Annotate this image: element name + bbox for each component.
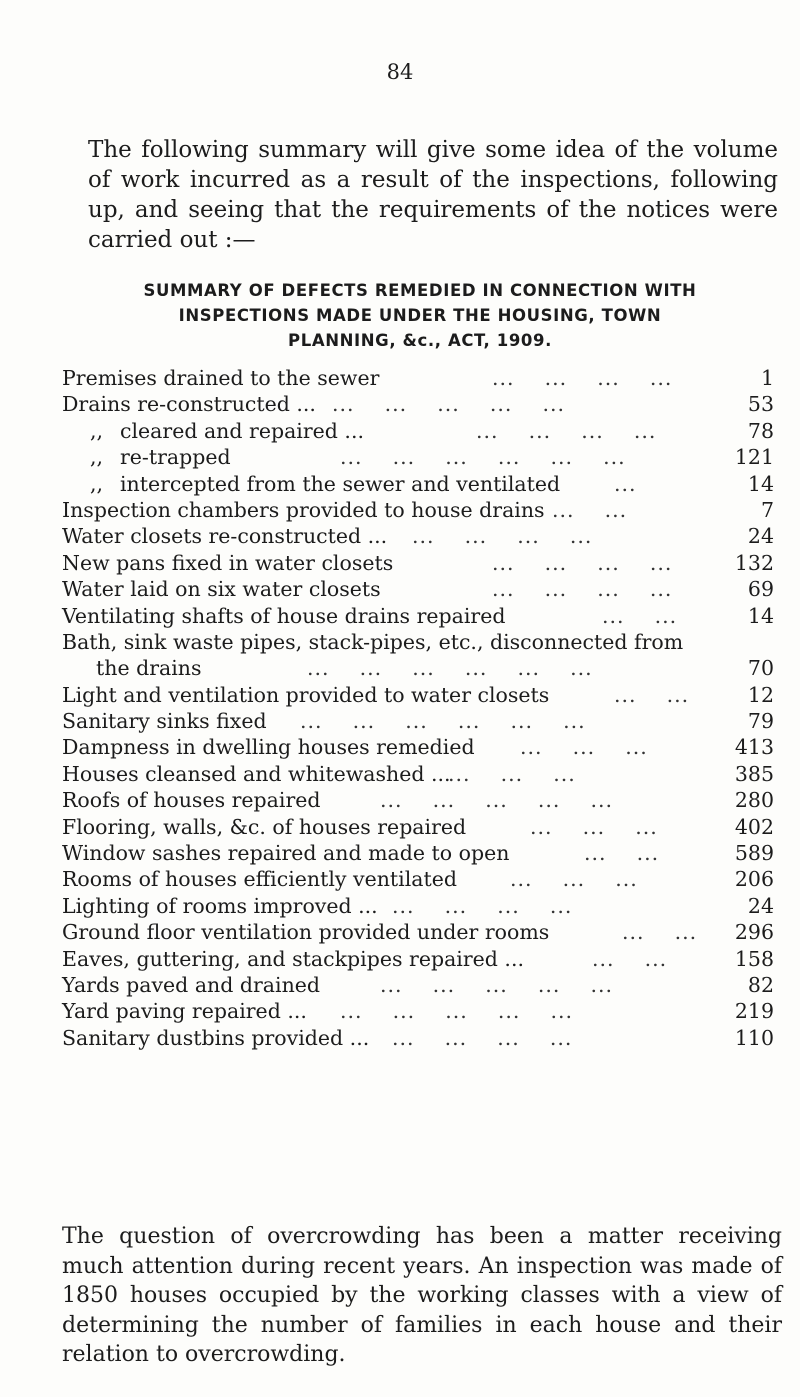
dot-leader: ... ... ... ... [492,577,673,602]
list-item [62,550,774,576]
dot-leader: ... ... ... ... ... [340,999,574,1024]
list-item [62,761,774,787]
list-item [62,708,774,734]
item-text: Water laid on six water closets [62,577,381,602]
intro-paragraph: The following summary will give some idea of the volume of work incurred as a result of the inspections, following up, and seeing that the requirements of the notices were carried out :— [88,137,778,253]
dot-leader: ... ... [584,841,660,866]
item-text: Premises drained to the sewer [62,366,380,390]
list-item [62,919,774,945]
dot-leader: ... ... ... ... [392,1025,573,1050]
item-count: 385 [734,761,774,786]
item-label [62,972,320,998]
item-text: cleared and repaired ... [120,418,364,443]
list-item [62,603,774,629]
item-count: 296 [734,920,774,945]
item-text: Bath, sink waste pipes, stack-pipes, etc., disconnected from [62,629,684,654]
item-count: 14 [747,603,774,628]
item-label [62,1025,369,1051]
dot-leader: ... ... ... ... [412,524,593,549]
item-label [62,603,505,629]
dot-leader: ... ... ... ... ... ... [340,445,626,470]
list-item [62,840,774,866]
dot-leader: ... ... [592,946,668,971]
list-item [62,998,774,1024]
item-text: Roofs of houses repaired [62,788,321,813]
ditto-mark: ,, [90,445,104,470]
item-text: Light and ventilation provided to water closets [62,682,550,707]
list-item [62,946,774,972]
item-text: intercepted from the sewer and ventilated [120,471,561,496]
list-item [62,497,774,523]
list-item [62,523,774,549]
closing-paragraph: The question of overcrowding has been a matter receiving much attention during recent years. An inspection was made of 1850 houses occupied by the working classes with a view of determining the number of families in each house and their relation to overcrowding. [62,1224,782,1367]
item-label [62,814,466,840]
item-text: Yard paving repaired ... [62,999,307,1024]
item-text: Inspection chambers provided to house drains [62,497,545,522]
item-text: Sanitary dustbins provided ... [62,1025,370,1050]
dot-leader: ... ... [602,603,678,628]
item-text: Sanitary sinks fixed [62,709,267,734]
item-text: Eaves, guttering, and stackpipes repaired ... [62,946,524,971]
item-label [62,893,378,919]
list-item [62,893,774,919]
dot-leader: ... ... ... [520,735,648,760]
dot-leader: ... ... ... [530,814,658,839]
item-text: the drains [96,656,202,681]
list-item [62,814,774,840]
heading-line-2: INSPECTIONS MADE UNDER THE HOUSING, TOWN [178,306,662,325]
item-count: 24 [747,524,774,549]
item-label [62,391,316,417]
item-label [62,682,549,708]
item-label [62,708,267,734]
item-label [62,946,524,972]
item-count: 53 [747,392,774,417]
item-label [62,998,307,1024]
dot-leader: ... ... ... ... [492,550,673,575]
list-item [62,365,774,391]
list-item [62,787,774,813]
heading-line-3: PLANNING, &c., ACT, 1909. [288,331,552,350]
item-label [62,761,451,787]
item-count: 79 [747,709,774,734]
item-label [62,576,381,602]
item-text: Ventilating shafts of house drains repaired [62,603,506,628]
list-item [62,391,774,417]
item-count: 589 [734,841,774,866]
list-item [62,972,774,998]
item-text: Ground floor ventilation provided under rooms [62,920,550,945]
dot-leader: ... ... [622,920,698,945]
item-count: 402 [734,814,774,839]
item-count: 206 [734,867,774,892]
item-text: Flooring, walls, &c. of houses repaired [62,814,467,839]
list-item [62,576,774,602]
item-count: 1 [760,366,774,390]
item-count: 7 [760,497,774,522]
item-label [62,866,457,892]
item-label [62,734,475,760]
dot-leader: ... ... ... ... ... [332,392,566,417]
defects-list [62,365,774,1051]
dot-leader: ... [614,471,637,496]
list-item [62,1025,774,1051]
item-label [62,550,393,576]
item-label [62,840,509,866]
item-count: 158 [734,946,774,971]
item-text: re-trapped [120,445,231,470]
item-count: 413 [734,735,774,760]
dot-leader: ... ... ... ... ... [380,788,614,813]
list-item [62,629,774,655]
item-count: 280 [734,788,774,813]
dot-leader: ... ... ... ... [476,418,657,443]
dot-leader: ... ... ... ... [492,366,673,390]
item-label [62,365,379,391]
heading-line-1: SUMMARY OF DEFECTS REMEDIED IN CONNECTION WITH [143,281,697,300]
item-label [96,655,202,681]
item-count: 69 [747,577,774,602]
page-number: 84 [386,60,414,84]
list-item [62,682,774,708]
item-text: Water closets re-constructed ... [62,524,388,549]
list-item [62,866,774,892]
item-count: 12 [747,682,774,707]
dot-leader: ... ... ... ... [392,893,573,918]
item-text: Lighting of rooms improved ... [62,893,378,918]
summary-heading [110,278,730,353]
item-count: 110 [734,1025,774,1050]
item-count: 14 [747,471,774,496]
ditto-mark: ,, [90,471,104,496]
item-text: Drains re-constructed ... [62,392,316,417]
item-label [90,418,364,444]
dot-leader: ... ... ... ... ... ... [300,709,586,734]
dot-leader: ... ... ... [448,761,576,786]
item-label [90,471,560,497]
item-count: 70 [747,656,774,681]
dot-leader: ... ... [552,497,628,522]
ditto-mark: ,, [90,418,104,443]
item-label [62,497,545,523]
item-count: 82 [747,972,774,997]
item-text: Rooms of houses efficiently ventilated [62,867,457,892]
list-item [62,471,774,497]
item-label [90,444,231,470]
item-label [62,629,683,655]
dot-leader: ... ... ... ... ... ... [307,656,593,681]
item-count: 121 [734,445,774,470]
item-text: Houses cleansed and whitewashed ... [62,761,451,786]
list-item [62,444,774,470]
item-text: Yards paved and drained [62,972,321,997]
item-count: 78 [747,418,774,443]
item-label [62,919,549,945]
dot-leader: ... ... ... [510,867,638,892]
item-label [62,787,321,813]
list-item [62,655,774,681]
dot-leader: ... ... ... ... ... [380,972,614,997]
dot-leader: ... ... [614,682,690,707]
item-count: 132 [734,550,774,575]
list-item [62,734,774,760]
item-text: New pans fixed in water closets [62,550,394,575]
item-text: Dampness in dwelling houses remedied [62,735,475,760]
list-item [62,418,774,444]
item-label [62,523,387,549]
item-count: 24 [747,893,774,918]
item-text: Window sashes repaired and made to open [62,841,510,866]
item-count: 219 [734,999,774,1024]
